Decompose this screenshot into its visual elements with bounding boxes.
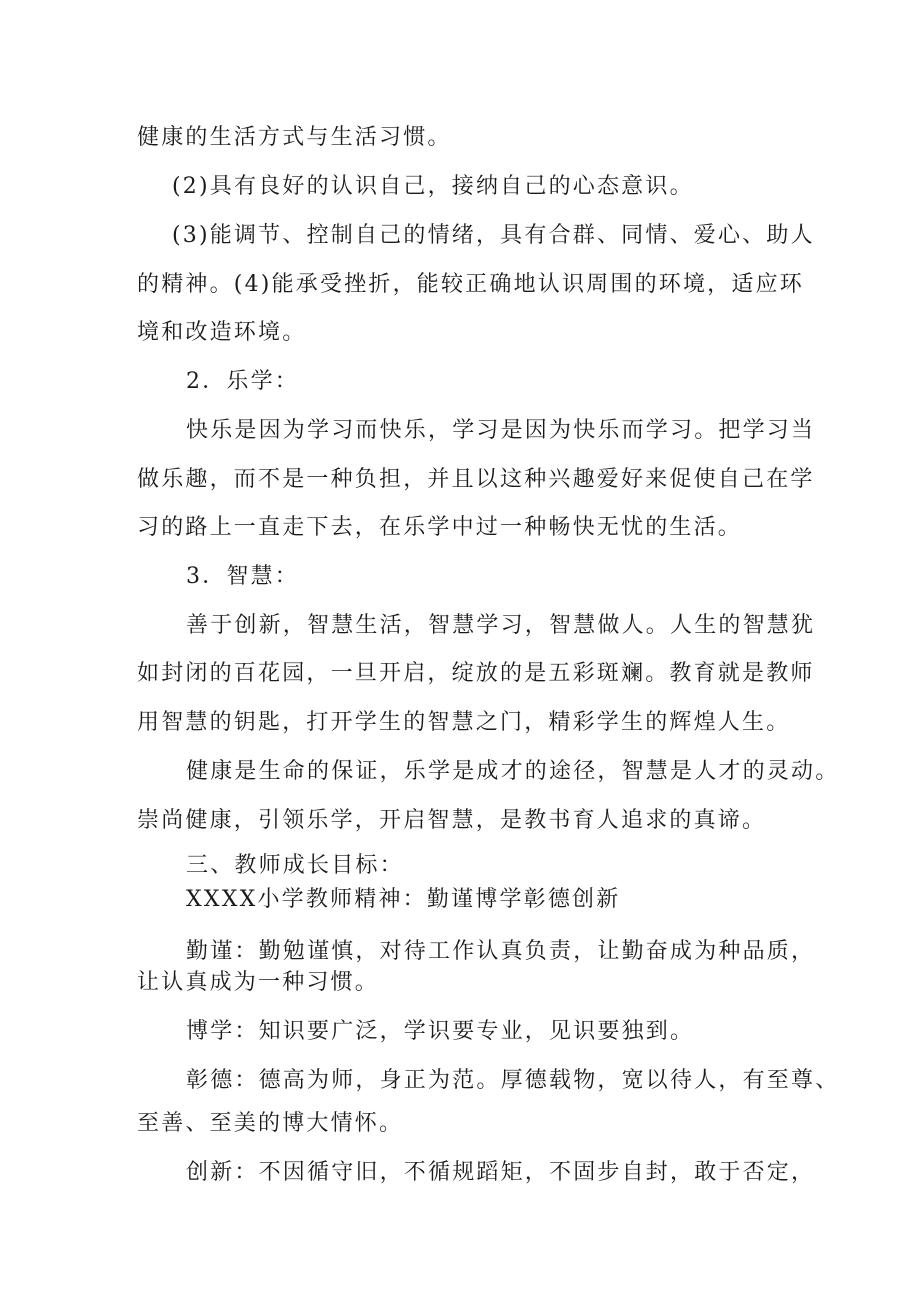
text-line: 博学：知识要广泛，学识要专业，见识要独到。 xyxy=(186,1019,695,1044)
text-line: 境和改造环境。 xyxy=(137,320,307,345)
text-line: 勤谨：勤勉谨慎，对待工作认真负责，让勤奋成为种品质， xyxy=(186,939,816,964)
text-line: 彰德：德高为师，身正为范。厚德载物，宽以待人，有至尊、 xyxy=(186,1068,840,1093)
text-line: 善于创新，智慧生活，智慧学习，智慧做人。人生的智慧犹 xyxy=(186,613,816,638)
text-line: (2)具有良好的认识自己，接纳自己的心态意识。 xyxy=(172,174,694,199)
text-line: XXXX小学教师精神：勤谨博学彰德创新 xyxy=(186,887,621,912)
section-heading: 2．乐学： xyxy=(186,369,299,394)
section-heading: 3．智慧： xyxy=(186,564,299,589)
text-line: 做乐趣，而不是一种负担，并且以这种兴趣爱好来促使自己在学 xyxy=(137,467,815,492)
text-line: 创新：不因循守旧，不循规蹈矩，不固步自封，敢于否定， xyxy=(186,1160,816,1185)
text-line: 用智慧的钥匙，打开学生的智慧之门，精彩学生的辉煌人生。 xyxy=(137,710,791,735)
text-line: 崇尚健康，引领乐学，开启智慧，是教书育人追求的真谛。 xyxy=(137,808,767,833)
text-line: 健康的生活方式与生活习惯。 xyxy=(137,125,452,150)
text-line: 快乐是因为学习而快乐，学习是因为快乐而学习。把学习当 xyxy=(186,418,816,443)
text-line: 至善、至美的博大情怀。 xyxy=(137,1111,404,1136)
section-heading: 三、教师成长目标： xyxy=(186,853,404,878)
text-line: 健康是生命的保证，乐学是成才的途径，智慧是人才的灵动。 xyxy=(186,759,840,784)
text-line: 让认真成为一种习惯。 xyxy=(137,970,380,995)
text-line: (3)能调节、控制自己的情绪，具有合群、同情、爱心、助人 xyxy=(172,223,815,248)
text-line: 习的路上一直走下去，在乐学中过一种畅快无忧的生活。 xyxy=(137,515,743,540)
text-line: 的精神。(4)能承受挫折，能较正确地认识周围的环境，适应环 xyxy=(137,272,804,297)
text-line: 如封闭的百花园，一旦开启，绽放的是五彩斑斓。教育就是教师 xyxy=(137,661,815,686)
